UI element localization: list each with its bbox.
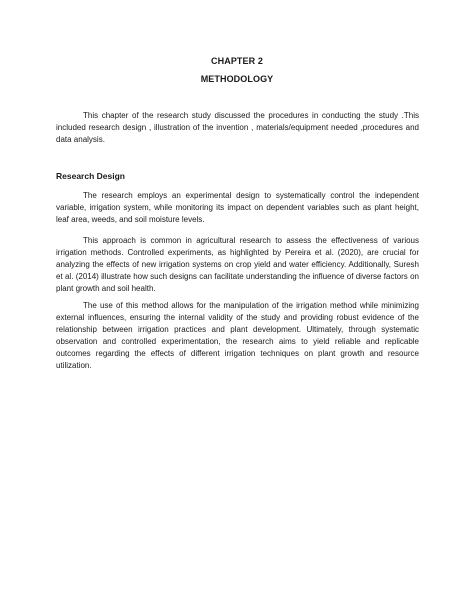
intro-paragraph: This chapter of the research study discussed the procedures in conducting the study .This included research design , illustration of the invention , materials/equipment needed ,procedures and data analysis. xyxy=(56,111,419,144)
body-paragraph-1: The research employs an experimental design to systematically control the independent variable, irrigation system, while monitoring its impact on dependent variables such as plant height, leaf area, weeds, and soil moisture levels. xyxy=(56,191,419,224)
chapter-title: METHODOLOGY xyxy=(200,74,274,84)
chapter-number: CHAPTER 2 xyxy=(211,56,263,66)
body-paragraph-3: The use of this method allows for the manipulation of the irrigation method while minimizing external influences, ensuring the internal validity of the study and providing robust evidence of the relationship between irrigation practices and plant development. Ultimately, through systematic observation and controlled experimentation, the research aims to yield reliable and replicable outcomes regarding the effects of different irrigation techniques on plant growth and resource utilization. xyxy=(56,301,419,370)
section-heading: Research Design xyxy=(56,171,125,181)
body-paragraph-2: This approach is common in agricultural research to assess the effectiveness of various irrigation methods. Controlled experiments, as highlighted by Pereira et al. (2020), are crucial for analyzing the effects of new irrigation systems on crop yield and water efficiency. Additionally, Suresh et al. (2014) illustrate how such designs can facilitate understanding the influence of diverse factors on plant growth and soil health. xyxy=(56,236,419,293)
